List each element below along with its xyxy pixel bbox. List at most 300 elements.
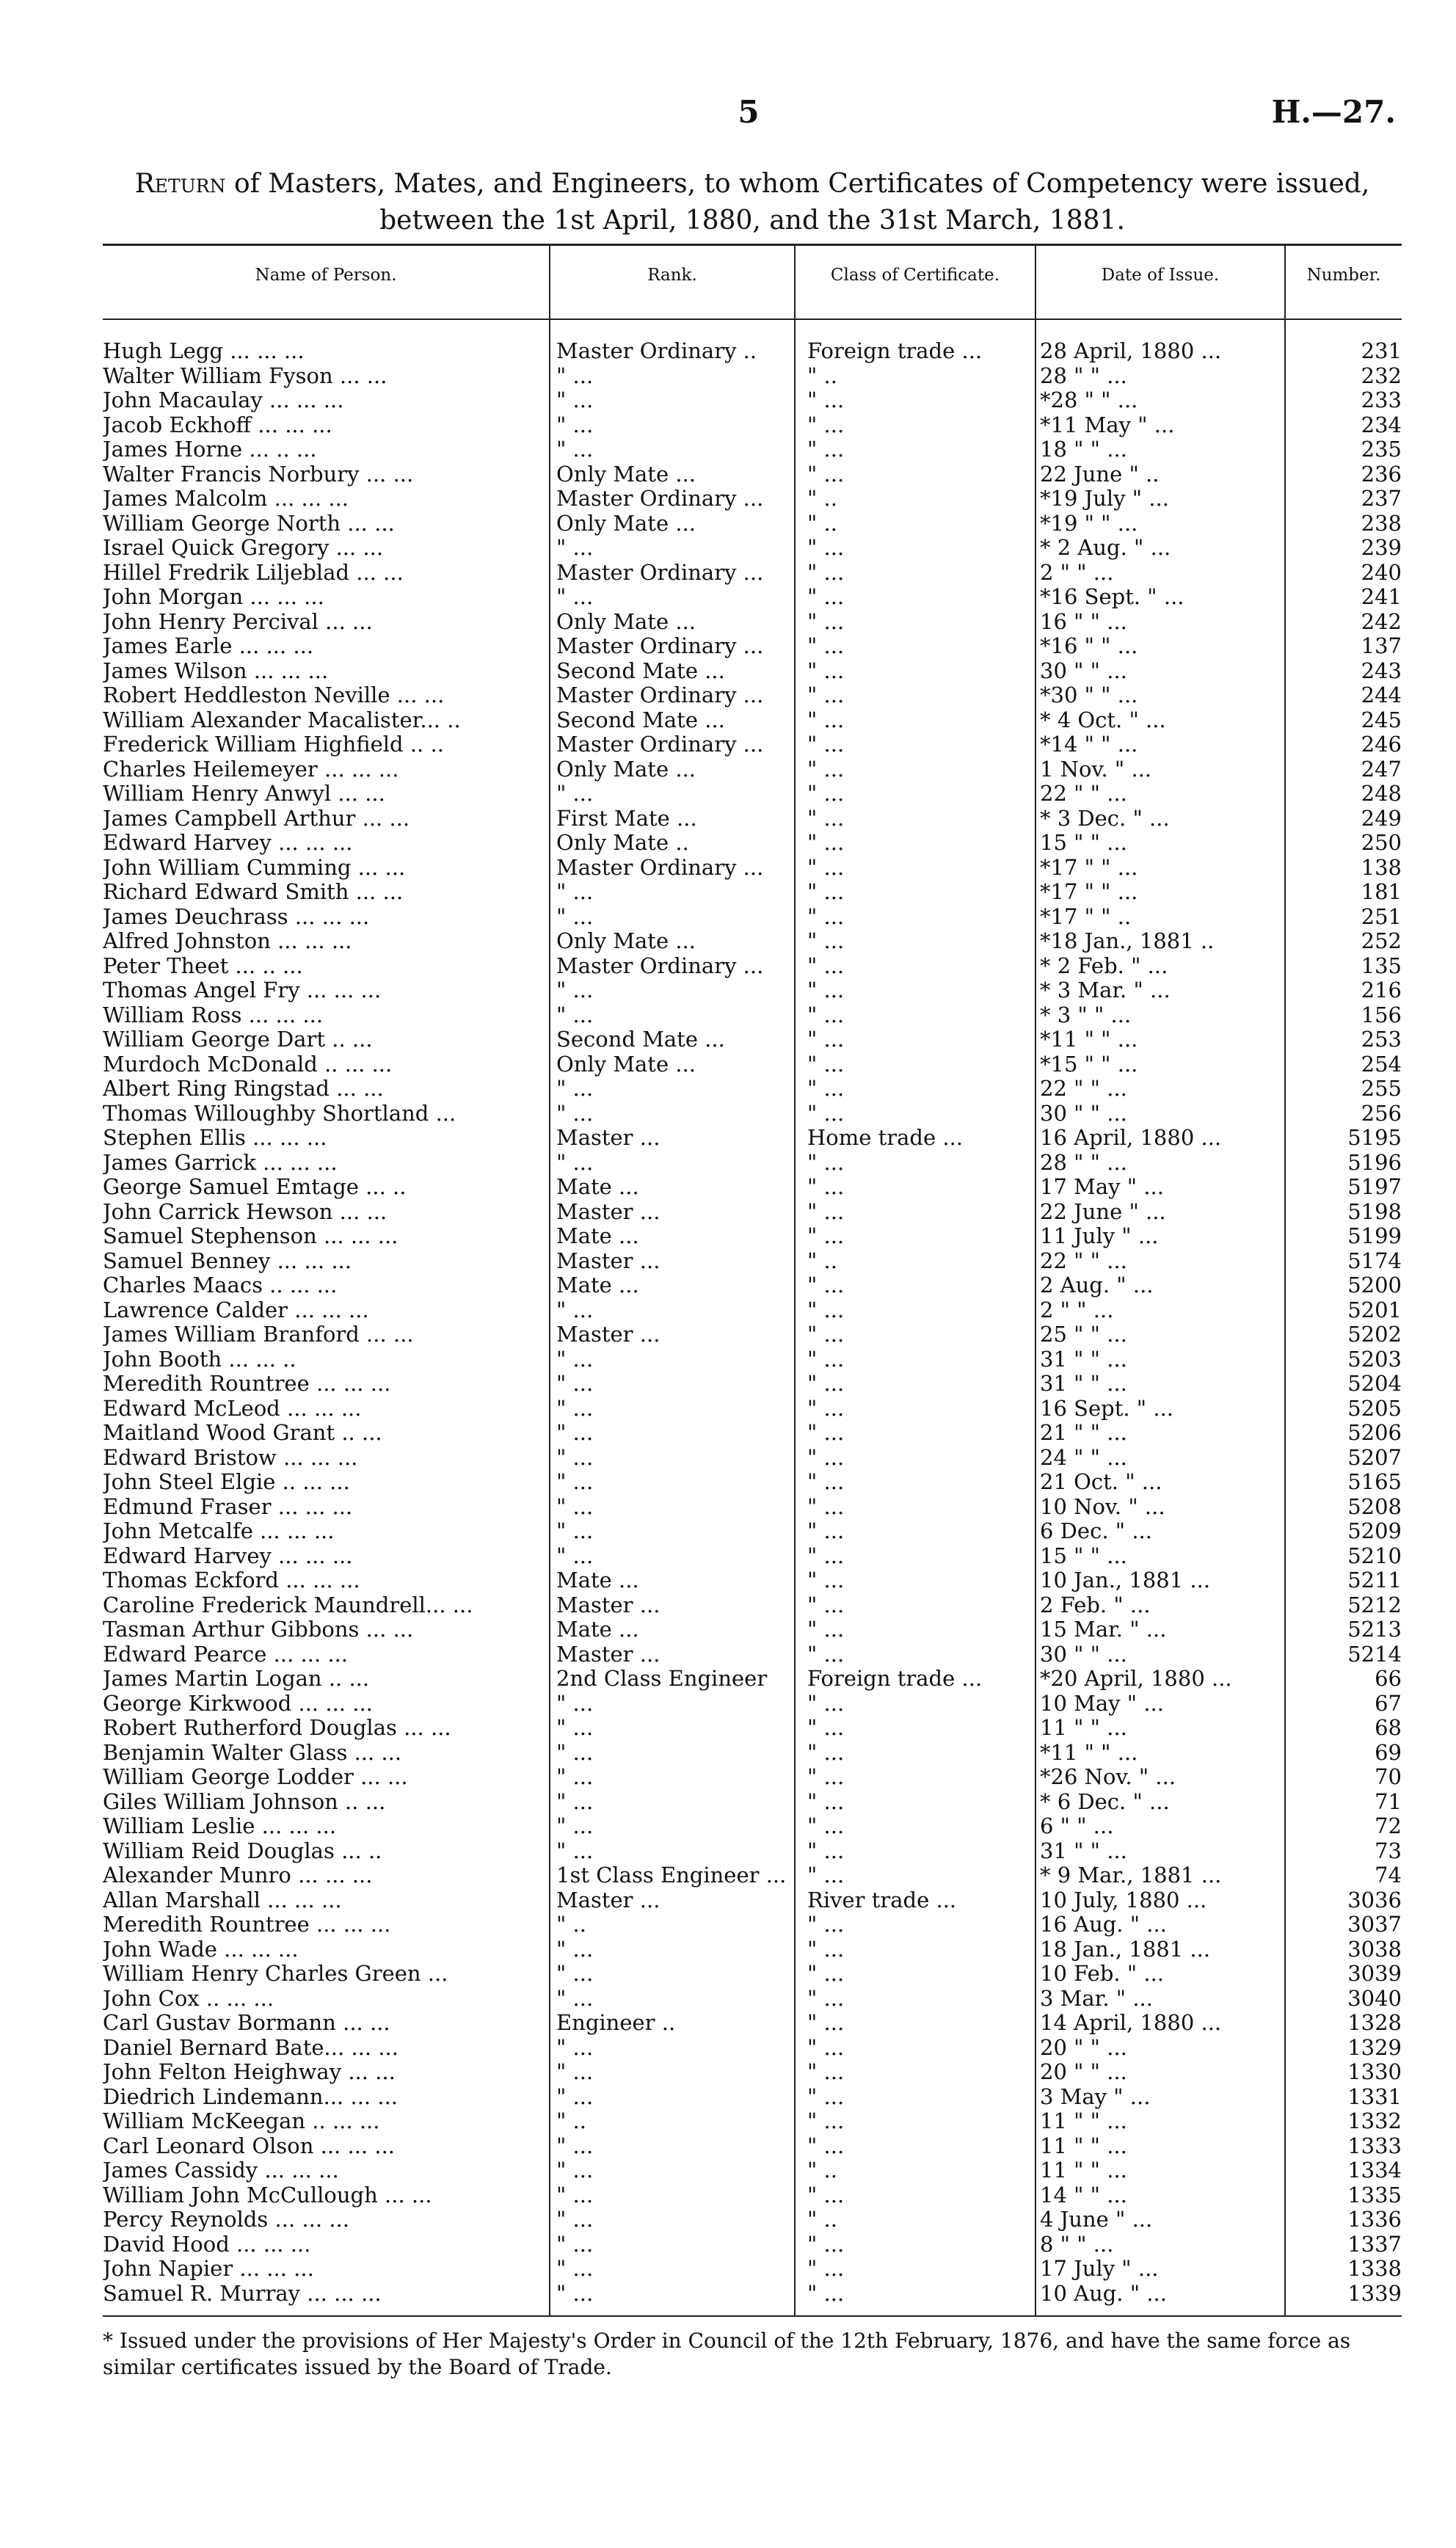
cell-name: Meredith Rountree ... ... ... (103, 1912, 391, 1937)
table-row (103, 1126, 1402, 1151)
table-row (103, 757, 1402, 782)
cell-number: 5174 (1347, 1248, 1402, 1273)
cell-number: 1338 (1347, 2257, 1402, 2281)
cell-rank: " .. (556, 1912, 586, 1937)
cell-date: *28 " " ... (1040, 388, 1138, 412)
cell-rank: " ... (556, 1691, 594, 1716)
cell-class: " ... (807, 683, 845, 707)
cell-number: 5205 (1347, 1396, 1402, 1421)
cell-name: William Alexander Macalister... .. (103, 707, 461, 732)
cell-rank: Master ... (556, 1642, 660, 1667)
cell-class: " ... (807, 1421, 845, 1445)
cell-date: 18 Jan., 1881 ... (1040, 1937, 1211, 1962)
cell-class: " ... (807, 1077, 845, 1101)
table-row (103, 1692, 1402, 1717)
cell-number: 5198 (1347, 1199, 1402, 1224)
cell-rank: " ... (556, 904, 594, 929)
cell-name: William John McCullough ... ... (103, 2183, 432, 2207)
cell-name: William Reid Douglas ... .. (103, 1838, 382, 1863)
cell-date: 10 Feb. " ... (1040, 1962, 1165, 1986)
cell-rank: " .. (556, 2109, 586, 2133)
cell-date: *15 " " ... (1040, 1052, 1138, 1077)
cell-name: Caroline Frederick Maundrell... ... (103, 1592, 473, 1617)
cell-date: 16 Sept. " ... (1040, 1396, 1174, 1421)
column-header-date: Date of Issue. (1101, 266, 1220, 285)
cell-class: " ... (807, 1494, 845, 1519)
cell-date: 30 " " ... (1040, 1101, 1127, 1126)
cell-class: " ... (807, 1863, 845, 1888)
table-row (103, 2085, 1402, 2110)
table-row (103, 1716, 1402, 1741)
cell-rank: " ... (556, 1814, 594, 1838)
table-row (103, 1224, 1402, 1249)
cell-name: James Wilson ... ... ... (103, 658, 329, 683)
cell-class: " ... (807, 782, 845, 806)
table-row (103, 2109, 1402, 2134)
cell-rank: " ... (556, 1150, 594, 1175)
cell-class: " ... (807, 2035, 845, 2060)
cell-name: James Garrick ... ... ... (103, 1150, 338, 1175)
table-row (103, 1765, 1402, 1790)
cell-rank: Only Mate ... (556, 929, 696, 953)
cell-date: 22 " " ... (1040, 782, 1127, 806)
cell-class: " ... (807, 388, 845, 412)
cell-number: 238 (1361, 511, 1402, 536)
cell-number: 234 (1361, 412, 1402, 437)
cell-name: Tasman Arthur Gibbons ... ... (103, 1617, 414, 1642)
cell-rank: " ... (556, 2060, 594, 2084)
table-row (103, 388, 1402, 413)
table-row (103, 1790, 1402, 1815)
cell-date: *11 " " ... (1040, 1740, 1138, 1765)
cell-class: " ... (807, 929, 845, 953)
table-row (103, 1077, 1402, 1102)
cell-class: " ... (807, 1716, 845, 1740)
cell-class: " ... (807, 1691, 845, 1716)
cell-number: 138 (1361, 855, 1402, 880)
cell-number: 247 (1361, 757, 1402, 782)
cell-date: * 3 Mar. " ... (1040, 978, 1171, 1002)
cell-rank: " ... (556, 2158, 594, 2183)
cell-rank: " ... (556, 1494, 594, 1519)
cell-date: 3 Mar. " ... (1040, 1986, 1153, 2011)
cell-number: 68 (1375, 1716, 1402, 1740)
cell-rank: Second Mate ... (556, 1027, 725, 1052)
cell-date: 2 Aug. " ... (1040, 1273, 1154, 1297)
cell-name: John Metcalfe ... ... ... (103, 1519, 335, 1543)
cell-name: George Kirkwood ... ... ... (103, 1691, 373, 1716)
table-row (103, 708, 1402, 733)
cell-number: 3036 (1347, 1888, 1402, 1912)
table-bottom-rule (103, 2315, 1402, 2317)
cell-rank: Only Mate ... (556, 1052, 696, 1077)
cell-date: 11 " " ... (1040, 2133, 1127, 2158)
cell-rank: " ... (556, 1740, 594, 1765)
table-row (103, 1397, 1402, 1422)
cell-name: John Steel Elgie .. ... ... (103, 1470, 350, 1494)
cell-rank: " ... (556, 978, 594, 1002)
cell-date: 10 Aug. " ... (1040, 2281, 1167, 2306)
column-header-class: Class of Certificate. (830, 266, 1000, 285)
cell-class: " ... (807, 1101, 845, 1126)
cell-rank: " ... (556, 585, 594, 609)
cell-class: " ... (807, 1617, 845, 1642)
cell-name: Stephen Ellis ... ... ... (103, 1126, 327, 1150)
cell-name: John William Cumming ... ... (103, 855, 406, 880)
cell-number: 237 (1361, 487, 1402, 511)
cell-class: " ... (807, 1273, 845, 1297)
cell-rank: 1st Class Engineer ... (556, 1863, 787, 1888)
cell-date: 3 May " ... (1040, 2084, 1151, 2109)
table-row (103, 1987, 1402, 2012)
table-row (103, 437, 1402, 462)
cell-class: " ... (807, 1789, 845, 1814)
table-row (103, 880, 1402, 905)
cell-rank: " ... (556, 2207, 594, 2232)
cell-class: " ... (807, 2232, 845, 2257)
cell-name: Robert Heddleston Neville ... ... (103, 683, 445, 707)
cell-rank: " ... (556, 2133, 594, 2158)
table-row (103, 659, 1402, 684)
cell-name: John Felton Heighway ... ... (103, 2060, 396, 2084)
cell-name: Lawrence Calder ... ... ... (103, 1297, 369, 1322)
cell-class: " ... (807, 1937, 845, 1962)
cell-name: Edward McLeod ... ... ... (103, 1396, 362, 1421)
cell-number: 3038 (1347, 1937, 1402, 1962)
cell-number: 254 (1361, 1052, 1402, 1077)
cell-class: River trade ... (807, 1888, 957, 1912)
cell-number: 5209 (1347, 1519, 1402, 1543)
cell-number: 5211 (1347, 1568, 1402, 1592)
cell-class: " ... (807, 1592, 845, 1617)
cell-rank: " ... (556, 1372, 594, 1396)
cell-rank: First Mate ... (556, 806, 697, 831)
cell-class: " ... (807, 1519, 845, 1543)
cell-class: Foreign trade ... (807, 339, 983, 363)
cell-name: Edmund Fraser ... ... ... (103, 1494, 353, 1519)
cell-rank: " ... (556, 412, 594, 437)
table-row (103, 1642, 1402, 1667)
cell-class: " ... (807, 1150, 845, 1175)
cell-class: " ... (807, 1740, 845, 1765)
cell-class: " ... (807, 2084, 845, 2109)
cell-number: 1336 (1347, 2207, 1402, 2232)
cell-rank: Master ... (556, 1126, 660, 1150)
column-header-rank: Rank. (647, 266, 697, 285)
cell-number: 250 (1361, 831, 1402, 855)
cell-name: Edward Bristow ... ... ... (103, 1445, 358, 1470)
cell-number: 1333 (1347, 2133, 1402, 2158)
cell-number: 1331 (1347, 2084, 1402, 2109)
cell-number: 248 (1361, 782, 1402, 806)
cell-date: 11 July " ... (1040, 1224, 1159, 1248)
cell-date: 10 Jan., 1881 ... (1040, 1568, 1211, 1592)
cell-class: " ... (807, 880, 845, 904)
cell-rank: Mate ... (556, 1273, 639, 1297)
table-row (103, 1003, 1402, 1028)
cell-rank: " ... (556, 437, 594, 462)
cell-rank: " ... (556, 1002, 594, 1027)
cell-number: 1339 (1347, 2281, 1402, 2306)
cell-rank: Only Mate ... (556, 757, 696, 782)
cell-date: *17 " " ... (1040, 855, 1138, 880)
cell-rank: " ... (556, 1297, 594, 1322)
cell-rank: " ... (556, 2084, 594, 2109)
cell-number: 241 (1361, 585, 1402, 609)
cell-date: * 3 " " ... (1040, 1002, 1132, 1027)
cell-class: " ... (807, 806, 845, 831)
cell-name: Benjamin Walter Glass ... ... (103, 1740, 402, 1765)
cell-name: Alexander Munro ... ... ... (103, 1863, 373, 1888)
cell-date: 24 " " ... (1040, 1445, 1127, 1470)
cell-class: " ... (807, 757, 845, 782)
table-row (103, 1470, 1402, 1495)
table-row (103, 2282, 1402, 2307)
table-row (103, 1052, 1402, 1077)
cell-rank: Engineer .. (556, 2011, 676, 2035)
cell-rank: Master ... (556, 1888, 660, 1912)
table-row (103, 1446, 1402, 1471)
table-row (103, 1519, 1402, 1544)
cell-number: 5199 (1347, 1224, 1402, 1248)
cell-date: *14 " " ... (1040, 732, 1138, 757)
cell-class: " ... (807, 1052, 845, 1077)
cell-date: *11 " " ... (1040, 1027, 1138, 1052)
cell-date: * 6 Dec. " ... (1040, 1789, 1170, 1814)
cell-name: James William Branford ... ... (103, 1322, 414, 1347)
cell-name: William Henry Anwyl ... ... (103, 782, 385, 806)
cell-number: 231 (1361, 339, 1402, 363)
cell-date: 30 " " ... (1040, 658, 1127, 683)
cell-date: *11 May " ... (1040, 412, 1175, 437)
cell-class: " ... (807, 1470, 845, 1494)
cell-date: * 3 Dec. " ... (1040, 806, 1170, 831)
cell-number: 70 (1375, 1765, 1402, 1789)
cell-number: 74 (1375, 1863, 1402, 1888)
table-row (103, 1593, 1402, 1618)
table-row (103, 1888, 1402, 1913)
cell-name: George Samuel Emtage ... .. (103, 1175, 407, 1199)
cell-rank: " ... (556, 1470, 594, 1494)
cell-date: *16 " " ... (1040, 634, 1138, 658)
cell-date: 22 June " .. (1040, 462, 1160, 487)
cell-number: 252 (1361, 929, 1402, 953)
cell-class: " ... (807, 2133, 845, 2158)
cell-name: Carl Leonard Olson ... ... ... (103, 2133, 396, 2158)
cell-class: Home trade ... (807, 1126, 964, 1150)
cell-number: 233 (1361, 388, 1402, 412)
cell-class: " ... (807, 1543, 845, 1568)
table-row (103, 978, 1402, 1003)
cell-name: Samuel R. Murray ... ... ... (103, 2281, 382, 2306)
table-row (103, 561, 1402, 586)
table-row (103, 2011, 1402, 2036)
cell-rank: " ... (556, 1789, 594, 1814)
cell-class: " ... (807, 1962, 845, 1986)
cell-rank: Only Mate .. (556, 831, 689, 855)
cell-number: 73 (1375, 1838, 1402, 1863)
cell-date: 11 " " ... (1040, 1716, 1127, 1740)
cell-number: 1335 (1347, 2183, 1402, 2207)
cell-date: 21 Oct. " ... (1040, 1470, 1162, 1494)
table-row (103, 954, 1402, 979)
cell-number: 253 (1361, 1027, 1402, 1052)
table-row (103, 364, 1402, 389)
cell-class: " ... (807, 1396, 845, 1421)
cell-class: " ... (807, 1445, 845, 1470)
page-title (103, 166, 1402, 239)
table-row (103, 339, 1402, 364)
table-row (103, 1741, 1402, 1766)
footnote: * Issued under the provisions of Her Majesty's Order in Council of the 12th February, 1876, and have the same force as similar certificates issued by the Board of Trade. (103, 2329, 1351, 2379)
cell-number: 5165 (1347, 1470, 1402, 1494)
cell-rank: " ... (556, 1543, 594, 1568)
cell-class: " .. (807, 363, 837, 388)
cell-rank: " ... (556, 1716, 594, 1740)
cell-number: 244 (1361, 683, 1402, 707)
cell-number: 5196 (1347, 1150, 1402, 1175)
cell-class: " ... (807, 585, 845, 609)
document-reference: H.—27. (1271, 94, 1396, 130)
cell-number: 216 (1361, 978, 1402, 1002)
cell-rank: Mate ... (556, 1175, 639, 1199)
cell-class: " ... (807, 2183, 845, 2207)
cell-rank: Mate ... (556, 1568, 639, 1592)
cell-number: 246 (1361, 732, 1402, 757)
cell-date: 31 " " ... (1040, 1372, 1127, 1396)
cell-number: 5201 (1347, 1297, 1402, 1322)
cell-date: * 2 Aug. " ... (1040, 536, 1171, 560)
cell-name: Allan Marshall ... ... ... (103, 1888, 342, 1912)
cell-class: " ... (807, 634, 845, 658)
cell-name: William Leslie ... ... ... (103, 1814, 337, 1838)
table-row (103, 782, 1402, 807)
cell-date: *19 " " ... (1040, 511, 1138, 536)
cell-class: " ... (807, 2109, 845, 2133)
cell-name: Albert Ring Ringstad ... ... (103, 1077, 384, 1101)
cell-name: Israel Quick Gregory ... ... (103, 536, 384, 560)
cell-name: William George Dart .. ... (103, 1027, 373, 1052)
table-row (103, 1249, 1402, 1274)
table-row (103, 634, 1402, 659)
cell-name: Charles Heilemeyer ... ... ... (103, 757, 399, 782)
cell-rank: Only Mate ... (556, 511, 696, 536)
cell-date: * 4 Oct. " ... (1040, 707, 1166, 732)
table-row (103, 1568, 1402, 1593)
cell-date: 31 " " ... (1040, 1838, 1127, 1863)
table-row (103, 585, 1402, 610)
cell-class: " ... (807, 462, 845, 487)
cell-class: " ... (807, 1838, 845, 1863)
cell-class: " ... (807, 1814, 845, 1838)
cell-rank: Only Mate ... (556, 609, 696, 634)
page-number: 5 (738, 94, 760, 130)
cell-rank: Master ... (556, 1592, 660, 1617)
cell-class: " ... (807, 1642, 845, 1667)
cell-class: " ... (807, 437, 845, 462)
cell-name: John Cox .. ... ... (103, 1986, 274, 2011)
cell-name: James Campbell Arthur ... ... (103, 806, 410, 831)
cell-number: 1334 (1347, 2158, 1402, 2183)
cell-name: Giles William Johnson .. ... (103, 1789, 386, 1814)
cell-rank: Master Ordinary ... (556, 487, 764, 511)
cell-name: Samuel Benney ... ... ... (103, 1248, 352, 1273)
cell-number: 5213 (1347, 1617, 1402, 1642)
cell-number: 72 (1375, 1814, 1402, 1838)
cell-name: Thomas Willoughby Shortland ... (103, 1101, 456, 1126)
cell-name: Thomas Angel Fry ... ... ... (103, 978, 382, 1002)
cell-date: 15 " " ... (1040, 831, 1127, 855)
table-row (103, 413, 1402, 438)
cell-rank: Master Ordinary ... (556, 855, 764, 880)
cell-number: 256 (1361, 1101, 1402, 1126)
cell-rank: Master ... (556, 1248, 660, 1273)
table-row (103, 512, 1402, 536)
cell-date: 17 May " ... (1040, 1175, 1164, 1199)
cell-number: 249 (1361, 806, 1402, 831)
cell-class: " ... (807, 1224, 845, 1248)
table-row (103, 683, 1402, 708)
table-row (103, 1617, 1402, 1642)
cell-class: " ... (807, 1347, 845, 1372)
cell-name: William George Lodder ... ... (103, 1765, 408, 1789)
cell-date: 14 April, 1880 ... (1040, 2011, 1222, 2035)
cell-rank: Only Mate ... (556, 462, 696, 487)
cell-class: " ... (807, 707, 845, 732)
cell-name: Diedrich Lindemann... ... ... (103, 2084, 398, 2109)
cell-date: 2 " " ... (1040, 1297, 1114, 1322)
cell-date: *26 Nov. " ... (1040, 1765, 1176, 1789)
cell-number: 3040 (1347, 1986, 1402, 2011)
table-row (103, 610, 1402, 635)
cell-name: John Booth ... ... .. (103, 1347, 296, 1372)
cell-date: 1 Nov. " ... (1040, 757, 1152, 782)
table-row (103, 1667, 1402, 1692)
cell-rank: Second Mate ... (556, 658, 725, 683)
cell-rank: Master ... (556, 1322, 660, 1347)
cell-number: 240 (1361, 560, 1402, 585)
cell-number: 135 (1361, 953, 1402, 978)
cell-class: " ... (807, 2281, 845, 2306)
cell-date: 11 " " ... (1040, 2158, 1127, 2183)
cell-class: " ... (807, 412, 845, 437)
table-row (103, 462, 1402, 487)
cell-class: " ... (807, 1986, 845, 2011)
cell-number: 181 (1361, 880, 1402, 904)
cell-rank: " ... (556, 1937, 594, 1962)
cell-date: 8 " " ... (1040, 2232, 1114, 2257)
cell-number: 5197 (1347, 1175, 1402, 1199)
cell-name: John Macaulay ... ... ... (103, 388, 344, 412)
cell-class: " ... (807, 1765, 845, 1789)
cell-date: 10 July, 1880 ... (1040, 1888, 1207, 1912)
cell-name: William George North ... ... (103, 511, 395, 536)
cell-rank: " ... (556, 2257, 594, 2281)
cell-number: 71 (1375, 1789, 1402, 1814)
table-row (103, 1175, 1402, 1200)
cell-name: Edward Harvey ... ... ... (103, 1543, 353, 1568)
cell-number: 1330 (1347, 2060, 1402, 2084)
cell-name: Edward Harvey ... ... ... (103, 831, 353, 855)
cell-number: 255 (1361, 1077, 1402, 1101)
table-row (103, 1814, 1402, 1839)
table-row (103, 1298, 1402, 1323)
cell-number: 251 (1361, 904, 1402, 929)
cell-class: " .. (807, 1248, 837, 1273)
table-row (103, 831, 1402, 856)
cell-name: Samuel Stephenson ... ... ... (103, 1224, 398, 1248)
table-row (103, 2207, 1402, 2232)
